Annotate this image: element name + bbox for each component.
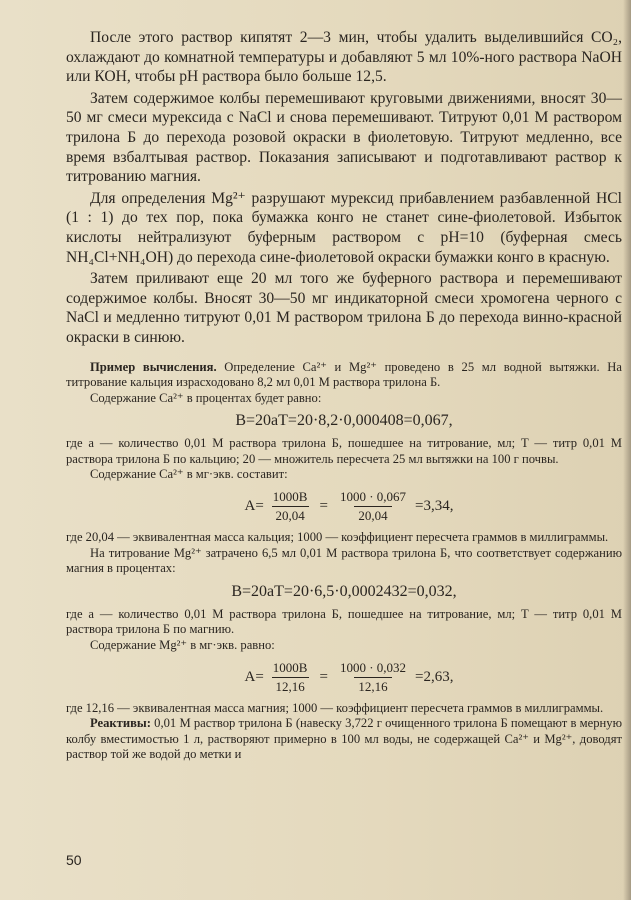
reagents-title: Реактивы: <box>90 716 151 731</box>
fraction-numerator: 1000 · 0,032 <box>339 659 407 675</box>
paragraph-boiling: После этого раствор кипятят 2—3 мин, чтобы удалить выделившийся СО₂, охлаждают до комнатной температуры и добавляют 5 мл 10%-ного раствора NaOH или КОН, чтобы рН раствора было больше 12,5. <box>66 29 622 86</box>
fraction-numerator: 1000 · 0,067 <box>339 489 407 505</box>
formula-ca-mgeq-fraction-1 <box>269 489 312 524</box>
page-number: 50 <box>66 852 82 868</box>
ca-mgeq-label: Содержание Ca²⁺ в мг·экв. составит: <box>90 467 288 482</box>
example-paragraph <box>66 360 622 391</box>
fraction-numerator: 1000B <box>272 489 308 505</box>
mg-titration-text: На титрование Mg²⁺ затрачено 6,5 мл 0,01 М раствора трилона Б, что соответствует содержанию магния в процентах: <box>66 545 622 576</box>
formula-ca-mgeq <box>76 489 622 524</box>
ca-percent-label: Содержание Ca²⁺ в процентах будет равно: <box>90 390 322 405</box>
paragraph-magnesium-prep: Для определения Mg²⁺ разрушают мурексид прибавлением разбавленной HCl (1 : 1) до тех пор, пока бумажка конго не станет сине-фиолетовой. Избыток кислоты нейтрализуют буферным раствором с рН=10 (буферная смесь NH₄Cl+NH₄OH) до перехода сине-фиолетовой окраски бумажки конго в красную. <box>66 189 622 266</box>
equals-sign: = <box>319 498 328 515</box>
reagents-text: 0,01 М раствор трилона Б (навеску 3,722 г очищенного трилона Б помещают в мерную колбу вместимостью 1 л, растворяют примерно в 100 мл воды, не содержащей Ca²⁺ и Mg²⁺, доводят раствор той же водой до метки и <box>66 716 622 762</box>
where-mg-percent: где a — количество 0,01 М раствора трилона Б, пошедшее на титрование, мл; T — титр 0,01 М раствора трилона Б по магнию. <box>66 606 622 637</box>
page-spine-shadow <box>623 0 631 900</box>
fraction-denominator: 12,16 <box>354 677 391 695</box>
where-mg-mgeq: где 12,16 — эквивалентная масса магния; 1000 — коэффициент пересчета граммов в миллиграммы. <box>66 700 604 715</box>
mg-mgeq-label: Содержание Mg²⁺ в мг·экв. равно: <box>90 638 275 653</box>
fraction-denominator: 20,04 <box>272 506 309 524</box>
formula-mg-mgeq-fraction-2 <box>336 660 410 695</box>
formula-mg-mgeq-fraction-1 <box>269 660 312 695</box>
fraction-numerator: 1000B <box>272 659 308 675</box>
formula-ca-mgeq-result: =3,34, <box>415 498 454 515</box>
paragraph-calcium-titration: Затем содержимое колбы перемешивают круговыми движениями, вносят 30—50 мг смеси мурексида с NaCl и снова перемешивают. Титруют 0,01 М раствором трилона Б до перехода розовой окраски в фиолетовую. Титруют медленно, все время взбалтывая раствор. Показания записывают и подготавливают раствор к титрованию магния. <box>66 89 622 186</box>
formula-mg-mgeq <box>76 660 622 695</box>
example-text: Определение Ca²⁺ и Mg²⁺ проведено в 25 мл водной вытяжки. На титрование кальция израсходовано 8,2 мл 0,01 М раствора трилона Б. <box>66 359 622 390</box>
fraction-denominator: 12,16 <box>272 677 309 695</box>
formula-ca-percent: B=20aT=20·8,2·0,000408=0,067, <box>235 412 453 430</box>
formula-mg-mgeq-result: =2,63, <box>415 668 454 685</box>
paragraph-magnesium-titration: Затем приливают еще 20 мл того же буферного раствора и перемешивают содержимое колбы. Вносят 30—50 мг индикаторной смеси хромогена черного с NaCl и медленно титруют 0,01 М раствором трилона Б до перехода винно-красной окраски в синюю. <box>66 270 622 346</box>
page-text <box>66 28 622 763</box>
where-ca-mgeq: где 20,04 — эквивалентная масса кальция; 1000 — коэффициент пересчета граммов в миллиграммы. <box>66 530 609 545</box>
formula-ca-mgeq-lhs: A= <box>244 498 264 515</box>
equals-sign: = <box>319 668 328 685</box>
reagents-paragraph <box>66 716 622 763</box>
formula-mg-percent: B=20aT=20·6,5·0,0002432=0,032, <box>231 582 457 600</box>
example-title: Пример вычисления. <box>90 359 217 374</box>
where-ca-percent: где a — количество 0,01 М раствора трилона Б, пошедшее на титрование, мл; T — титр 0,01 М раствора трилона Б по кальцию; 20 — множитель пересчета 25 мл вытяжки на 100 г почвы. <box>66 436 622 466</box>
formula-ca-mgeq-fraction-2 <box>336 489 410 524</box>
fraction-denominator: 20,04 <box>354 506 391 524</box>
formula-mg-mgeq-lhs: A= <box>244 668 264 685</box>
